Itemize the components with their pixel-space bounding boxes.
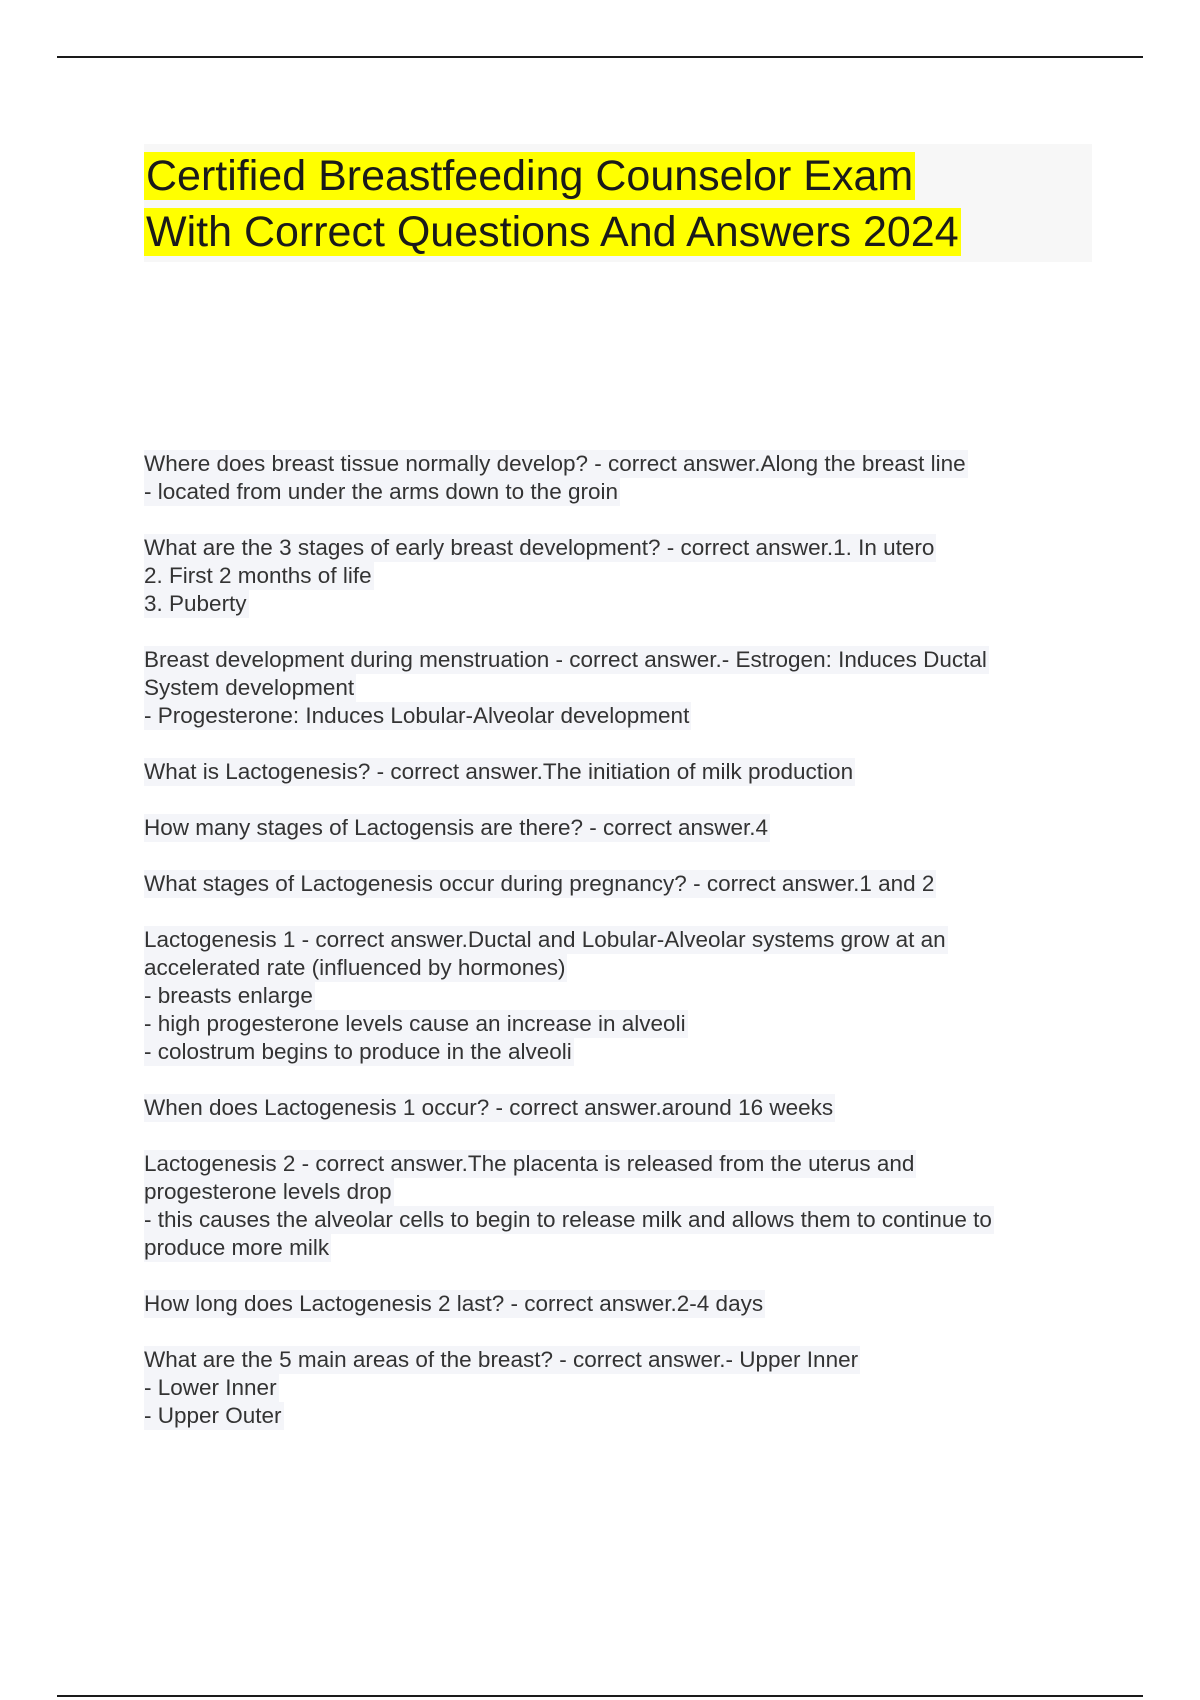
qa-line: - Lower Inner — [144, 1375, 277, 1400]
qa-line: accelerated rate (influenced by hormones) — [144, 955, 566, 980]
qa-line: What stages of Lactogenesis occur during pregnancy? - correct answer.1 and 2 — [144, 871, 935, 896]
qa-line: - high progesterone levels cause an increase in alveoli — [144, 1011, 686, 1036]
qa-line: 3. Puberty — [144, 591, 247, 616]
qa-item — [144, 814, 1084, 842]
qa-line: produce more milk — [144, 1235, 330, 1260]
document-title — [144, 144, 1092, 262]
qa-item — [144, 450, 1084, 506]
qa-line: Breast development during menstruation - correct answer.- Estrogen: Induces Ductal — [144, 647, 987, 672]
qa-line: How many stages of Lactogensis are there? - correct answer.4 — [144, 815, 769, 840]
qa-line: Lactogenesis 1 - correct answer.Ductal and Lobular-Alveolar systems grow at an — [144, 927, 946, 952]
qa-item — [144, 1150, 1084, 1262]
bottom-rule — [57, 1695, 1143, 1697]
qa-line: - breasts enlarge — [144, 983, 313, 1008]
qa-line: - located from under the arms down to the groin — [144, 479, 618, 504]
qa-line: What are the 5 main areas of the breast? - correct answer.- Upper Inner — [144, 1347, 859, 1372]
qa-item — [144, 926, 1084, 1066]
qa-line: What are the 3 stages of early breast development? - correct answer.1. In utero — [144, 535, 935, 560]
qa-item — [144, 1094, 1084, 1122]
qa-line: How long does Lactogenesis 2 last? - correct answer.2-4 days — [144, 1291, 764, 1316]
qa-line: - Upper Outer — [144, 1403, 282, 1428]
qa-item — [144, 758, 1084, 786]
qa-item — [144, 534, 1084, 618]
qa-line: When does Lactogenesis 1 occur? - correct answer.around 16 weeks — [144, 1095, 834, 1120]
qa-line: progesterone levels drop — [144, 1179, 392, 1204]
qa-list — [144, 450, 1084, 1458]
qa-item — [144, 870, 1084, 898]
qa-item — [144, 1290, 1084, 1318]
qa-line: What is Lactogenesis? - correct answer.The initiation of milk production — [144, 759, 854, 784]
qa-item — [144, 646, 1084, 730]
qa-line: 2. First 2 months of life — [144, 563, 372, 588]
top-rule — [57, 56, 1143, 58]
qa-item — [144, 1346, 1084, 1430]
qa-line: Lactogenesis 2 - correct answer.The placenta is released from the uterus and — [144, 1151, 915, 1176]
qa-line: - this causes the alveolar cells to begin to release milk and allows them to continue to — [144, 1207, 992, 1232]
qa-line: System development — [144, 675, 355, 700]
title-line: Certified Breastfeeding Counselor Exam — [146, 152, 914, 200]
qa-line: Where does breast tissue normally develop? - correct answer.Along the breast line — [144, 451, 966, 476]
qa-line: - Progesterone: Induces Lobular-Alveolar development — [144, 703, 690, 728]
qa-line: - colostrum begins to produce in the alveoli — [144, 1039, 572, 1064]
title-line: With Correct Questions And Answers 2024 — [146, 208, 959, 256]
